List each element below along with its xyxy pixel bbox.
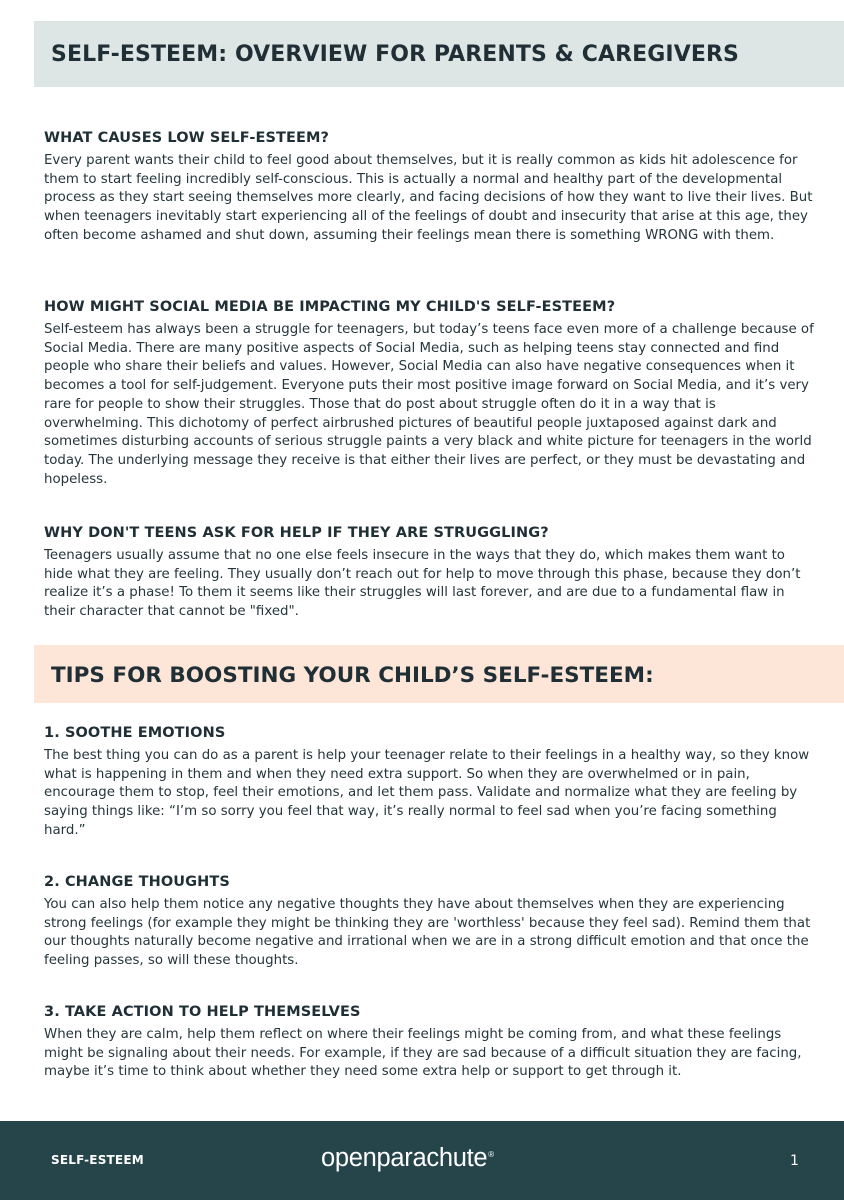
tip-soothe-emotions xyxy=(44,725,814,841)
section-low-self-esteem xyxy=(44,130,814,246)
registered-mark: ® xyxy=(488,1149,494,1159)
section-body: Teenagers usually assume that no one else feels insecure in the ways that they do, which makes them want to hide what they are feeling. They usually don’t reach out for help to move through this phase, because they don’t realize it’s a phase! To them it seems like their struggles will last forever, and are due to a fundamental flaw in their character that cannot be "fixed". xyxy=(44,548,801,620)
tips-banner xyxy=(34,645,844,703)
logo-text: openparachute xyxy=(321,1144,488,1172)
footer-label: SELF-ESTEEM xyxy=(51,1153,144,1167)
page-title: SELF-ESTEEM: OVERVIEW FOR PARENTS & CAREGIVERS xyxy=(51,41,739,67)
section-heading: HOW MIGHT SOCIAL MEDIA BE IMPACTING MY CHILD'S SELF-ESTEEM? xyxy=(44,299,616,315)
page-footer xyxy=(0,1121,844,1200)
section-body: Every parent wants their child to feel good about themselves, but it is really common as kids hit adolescence for them to start feeling incredibly self-conscious. This is actually a normal and healthy part of the developmental process as they start seeing themselves more clearly, and facing decisions of how they want to live their lives. But when teenagers inevitably start experiencing all of the feelings of doubt and insecurity that arise at this age, they often become ashamed and shut down, assuming their feelings mean there is something WRONG with them. xyxy=(44,153,813,243)
tip-body: You can also help them notice any negative thoughts they have about themselves when they are experiencing strong feelings (for example they might be thinking they are 'worthless' because they feel sad). Remind them that our thoughts naturally become negative and irrational when we are in a strong difficult emotion and that once the feeling passes, so will these thoughts. xyxy=(44,897,811,969)
openparachute-logo xyxy=(321,1144,494,1173)
section-heading: WHAT CAUSES LOW SELF-ESTEEM? xyxy=(44,130,330,146)
tip-heading: 2. CHANGE THOUGHTS xyxy=(44,874,230,890)
page-title-banner xyxy=(34,21,844,87)
tip-body: When they are calm, help them reflect on where their feelings might be coming from, and what these feelings might be signaling about their needs. For example, if they are sad because of a difficult situation they are facing, maybe it’s time to think about whether they need some extra help or support to get through it. xyxy=(44,1027,802,1080)
tip-body: The best thing you can do as a parent is help your teenager relate to their feelings in a healthy way, so they know what is happening in them and when they need extra support. So when they are overwhelmed or in pain, encourage them to stop, feel their emotions, and let them pass. Validate and normalize what they are feeling by saying things like: “I’m so sorry you feel that way, it’s really normal to feel sad when you’re facing something hard.” xyxy=(44,748,810,838)
section-body: Self-esteem has always been a struggle for teenagers, but today’s teens face even more of a challenge because of Social Media. There are many positive aspects of Social Media, such as helping teens stay connected and find people who share their beliefs and values. However, Social Media can also have negative consequences when it becomes a tool for self-judgement. Everyone puts their most positive image forward on Social Media, and it’s very rare for people to show their struggles. Those that do post about struggle often do it in a way that is overwhelming. This dichotomy of perfect airbrushed pictures of beautiful people juxtaposed against dark and sometimes disturbing accounts of serious struggle paints a very black and white picture for teenagers in the world today. The underlying message they receive is that either their lives are perfect, or they must be devastating and hopeless. xyxy=(44,322,814,487)
tip-change-thoughts xyxy=(44,874,814,971)
tip-take-action xyxy=(44,1004,814,1082)
tip-heading: 1. SOOTHE EMOTIONS xyxy=(44,725,226,741)
page-number: 1 xyxy=(790,1153,799,1169)
section-social-media xyxy=(44,299,814,489)
section-heading: WHY DON'T TEENS ASK FOR HELP IF THEY ARE STRUGGLING? xyxy=(44,525,549,541)
tips-title: TIPS FOR BOOSTING YOUR CHILD’S SELF-ESTEEM: xyxy=(51,662,654,688)
section-ask-for-help xyxy=(44,525,814,622)
tip-heading: 3. TAKE ACTION TO HELP THEMSELVES xyxy=(44,1004,361,1020)
